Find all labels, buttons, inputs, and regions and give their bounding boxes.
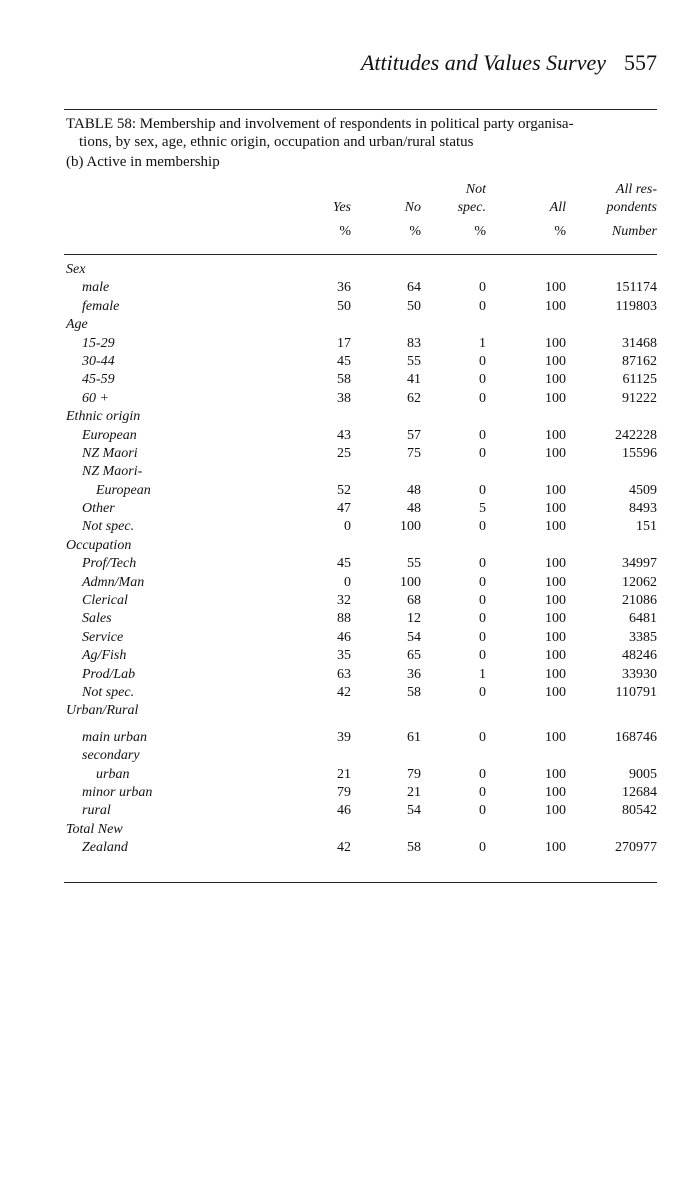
cell-all: 100: [545, 335, 566, 351]
cell-not-spec: 0: [479, 298, 486, 314]
cell-number: 31468: [622, 335, 657, 351]
table-row: [66, 335, 657, 353]
row-label: NZ Maori: [82, 445, 138, 461]
table-row: [66, 684, 657, 702]
table-group-row: [66, 261, 657, 279]
cell-no: 83: [407, 335, 421, 351]
cell-number: 270977: [615, 840, 657, 856]
cell-not-spec: 0: [479, 556, 486, 572]
cell-yes: 79: [337, 784, 351, 800]
table-row: [66, 500, 657, 518]
cell-not-spec: 0: [479, 629, 486, 645]
row-label: 30-44: [82, 353, 115, 369]
col-all-header: All: [549, 200, 566, 215]
row-label: secondary: [82, 748, 140, 764]
cell-not-spec: 0: [479, 593, 486, 609]
table-group-row: [66, 408, 657, 426]
cell-no: 12: [407, 611, 421, 627]
cell-no: 68: [407, 593, 421, 609]
cell-not-spec: 0: [479, 353, 486, 369]
table-top-rule: [64, 109, 657, 110]
header-rule: [64, 254, 657, 255]
table-row: [66, 629, 657, 647]
cell-yes: 39: [337, 729, 351, 745]
cell-yes: 0: [344, 574, 351, 590]
table-row: [66, 518, 657, 536]
cell-yes: 32: [337, 593, 351, 609]
table-row: [66, 555, 657, 573]
cell-number: 4509: [629, 482, 657, 498]
cell-no: 50: [407, 298, 421, 314]
cell-not-spec: 0: [479, 427, 486, 443]
cell-number: 12062: [622, 574, 657, 590]
group-label: Sex: [66, 262, 86, 277]
cell-number: 8493: [629, 501, 657, 517]
cell-number: 12684: [622, 784, 657, 800]
table-group-row: [66, 316, 657, 334]
row-label: NZ Maori-: [82, 464, 143, 480]
cell-yes: 50: [337, 298, 351, 314]
cell-yes: 46: [337, 629, 351, 645]
table-body: [66, 261, 657, 858]
cell-no: 55: [407, 353, 421, 369]
cell-all: 100: [545, 501, 566, 517]
cell-not-spec: 0: [479, 611, 486, 627]
table-row: [66, 802, 657, 820]
page-number: 557: [624, 50, 657, 75]
cell-number: 91222: [622, 390, 657, 406]
cell-all: 100: [545, 574, 566, 590]
row-label: 45-59: [82, 372, 115, 388]
table-row: [66, 390, 657, 408]
cell-no: 41: [407, 372, 421, 388]
row-label: Other: [82, 501, 115, 517]
table-row: [66, 574, 657, 592]
col-number-unit: Number: [611, 224, 657, 239]
col-no-header: No: [404, 200, 421, 215]
cell-yes: 52: [337, 482, 351, 498]
table-row: [66, 353, 657, 371]
cell-number: 3385: [629, 629, 657, 645]
table-row: [66, 729, 657, 747]
col-notspec-header-2: spec.: [457, 200, 486, 215]
table-row: [66, 610, 657, 628]
row-label: main urban: [82, 729, 147, 745]
table-row: [66, 784, 657, 802]
cell-no: 62: [407, 390, 421, 406]
cell-all: 100: [545, 390, 566, 406]
cell-all: 100: [545, 445, 566, 461]
cell-not-spec: 0: [479, 840, 486, 856]
cell-yes: 45: [337, 556, 351, 572]
cell-all: 100: [545, 840, 566, 856]
cell-no: 36: [407, 666, 421, 682]
cell-number: 242228: [615, 427, 657, 443]
table-row: [66, 298, 657, 316]
cell-yes: 38: [337, 390, 351, 406]
cell-not-spec: 0: [479, 445, 486, 461]
cell-all: 100: [545, 427, 566, 443]
cell-not-spec: 0: [479, 482, 486, 498]
cell-no: 61: [407, 729, 421, 745]
row-label: 60 +: [82, 390, 109, 406]
cell-all: 100: [545, 519, 566, 535]
cell-all: 100: [545, 648, 566, 664]
table-caption: [66, 115, 657, 171]
cell-yes: 88: [337, 611, 351, 627]
cell-yes: 0: [344, 519, 351, 535]
running-head: [60, 50, 657, 76]
cell-all: 100: [545, 729, 566, 745]
col-all-unit: %: [554, 224, 566, 239]
cell-yes: 45: [337, 353, 351, 369]
row-label: Zealand: [82, 840, 128, 856]
cell-all: 100: [545, 556, 566, 572]
cell-number: 61125: [622, 372, 657, 388]
row-label: European: [96, 482, 151, 498]
cell-not-spec: 5: [479, 501, 486, 517]
cell-no: 54: [407, 629, 421, 645]
cell-no: 79: [407, 766, 421, 782]
row-label: 15-29: [82, 335, 115, 351]
cell-number: 87162: [622, 353, 657, 369]
row-label: Admn/Man: [82, 574, 145, 590]
cell-no: 65: [407, 648, 421, 664]
cell-yes: 43: [337, 427, 351, 443]
caption-line-1: TABLE 58: Membership and involvement of respondents in political party organisa-: [66, 116, 574, 132]
cell-not-spec: 0: [479, 519, 486, 535]
cell-no: 100: [400, 574, 421, 590]
row-label: rural: [82, 803, 111, 819]
caption-subtitle: (b) Active in membership: [66, 154, 220, 170]
cell-no: 58: [407, 840, 421, 856]
cell-all: 100: [545, 353, 566, 369]
cell-no: 48: [407, 501, 421, 517]
cell-no: 54: [407, 803, 421, 819]
cell-yes: 46: [337, 803, 351, 819]
cell-all: 100: [545, 298, 566, 314]
col-yes-unit: %: [339, 224, 351, 239]
cell-yes: 42: [337, 840, 351, 856]
cell-all: 100: [545, 611, 566, 627]
cell-all: 100: [545, 766, 566, 782]
cell-no: 55: [407, 556, 421, 572]
group-label: Age: [66, 317, 88, 333]
cell-no: 48: [407, 482, 421, 498]
cell-not-spec: 0: [479, 784, 486, 800]
cell-not-spec: 0: [479, 280, 486, 296]
cell-no: 21: [407, 784, 421, 800]
cell-number: 33930: [622, 666, 657, 682]
cell-not-spec: 1: [479, 666, 486, 682]
table-row: [66, 647, 657, 665]
col-allresp-header-1: All res-: [615, 182, 657, 197]
table-row: [66, 839, 657, 857]
cell-number: 80542: [622, 803, 657, 819]
cell-not-spec: 0: [479, 729, 486, 745]
cell-all: 100: [545, 684, 566, 700]
col-allresp-header-2: pondents: [606, 200, 657, 215]
cell-number: 168746: [615, 729, 657, 745]
cell-all: 100: [545, 784, 566, 800]
col-no-unit: %: [409, 224, 421, 239]
row-label: male: [82, 280, 110, 296]
table-row: [66, 279, 657, 297]
col-notspec-unit: %: [474, 224, 486, 239]
group-label: Ethnic origin: [66, 409, 141, 425]
group-label: Urban/Rural: [66, 703, 139, 719]
cell-yes: 58: [337, 372, 351, 388]
cell-no: 64: [407, 280, 421, 296]
table-row: [66, 463, 657, 481]
cell-yes: 17: [337, 335, 351, 351]
group-label: Total New: [66, 821, 123, 837]
cell-number: 151174: [615, 280, 657, 296]
cell-number: 9005: [629, 766, 657, 782]
cell-number: 21086: [622, 593, 657, 609]
table-bottom-rule: [64, 882, 657, 883]
running-title: Attitudes and Values Survey: [360, 50, 606, 75]
cell-no: 58: [407, 684, 421, 700]
cell-yes: 35: [337, 648, 351, 664]
cell-not-spec: 0: [479, 390, 486, 406]
cell-not-spec: 0: [479, 574, 486, 590]
row-label: Clerical: [82, 593, 128, 609]
table-row: [66, 666, 657, 684]
col-yes-header: Yes: [332, 200, 351, 215]
cell-not-spec: 0: [479, 766, 486, 782]
table-row: [66, 445, 657, 463]
cell-not-spec: 0: [479, 803, 486, 819]
table-row: [66, 427, 657, 445]
row-label: Service: [82, 629, 124, 645]
table-group-row: [66, 537, 657, 555]
group-label: Occupation: [66, 537, 132, 553]
cell-not-spec: 1: [479, 335, 486, 351]
cell-all: 100: [545, 372, 566, 388]
cell-yes: 47: [337, 501, 351, 517]
cell-number: 48246: [622, 648, 657, 664]
row-label: female: [82, 298, 120, 314]
cell-no: 57: [407, 427, 421, 443]
cell-not-spec: 0: [479, 372, 486, 388]
row-label: minor urban: [82, 784, 153, 800]
cell-not-spec: 0: [479, 684, 486, 700]
cell-yes: 63: [337, 666, 351, 682]
table-row: [66, 592, 657, 610]
cell-not-spec: 0: [479, 648, 486, 664]
cell-all: 100: [545, 280, 566, 296]
cell-number: 110791: [615, 684, 657, 700]
cell-all: 100: [545, 629, 566, 645]
row-label: Ag/Fish: [82, 648, 127, 664]
row-label: Not spec.: [82, 519, 135, 535]
row-label: urban: [96, 766, 130, 782]
table-row: [66, 747, 657, 765]
cell-yes: 25: [337, 445, 351, 461]
row-label: Prod/Lab: [82, 666, 136, 682]
table-group-row: [66, 702, 657, 720]
cell-number: 119803: [615, 298, 657, 314]
table-row: [66, 371, 657, 389]
table-row: [66, 482, 657, 500]
cell-number: 34997: [622, 556, 657, 572]
cell-yes: 36: [337, 280, 351, 296]
table-group-row: [66, 821, 657, 839]
table-row: [66, 766, 657, 784]
cell-number: 151: [636, 519, 657, 535]
row-label: Prof/Tech: [82, 556, 137, 572]
cell-no: 100: [400, 519, 421, 535]
cell-yes: 21: [337, 766, 351, 782]
caption-line-2: tions, by sex, age, ethnic origin, occupation and urban/rural status: [79, 134, 474, 150]
cell-all: 100: [545, 803, 566, 819]
cell-no: 75: [407, 445, 421, 461]
row-label: European: [82, 427, 137, 443]
col-notspec-header-1: Not: [465, 182, 486, 197]
cell-number: 15596: [622, 445, 657, 461]
cell-number: 6481: [629, 611, 657, 627]
cell-yes: 42: [337, 684, 351, 700]
cell-all: 100: [545, 482, 566, 498]
row-label: Not spec.: [82, 684, 135, 700]
cell-all: 100: [545, 666, 566, 682]
row-label: Sales: [82, 611, 112, 627]
cell-all: 100: [545, 593, 566, 609]
